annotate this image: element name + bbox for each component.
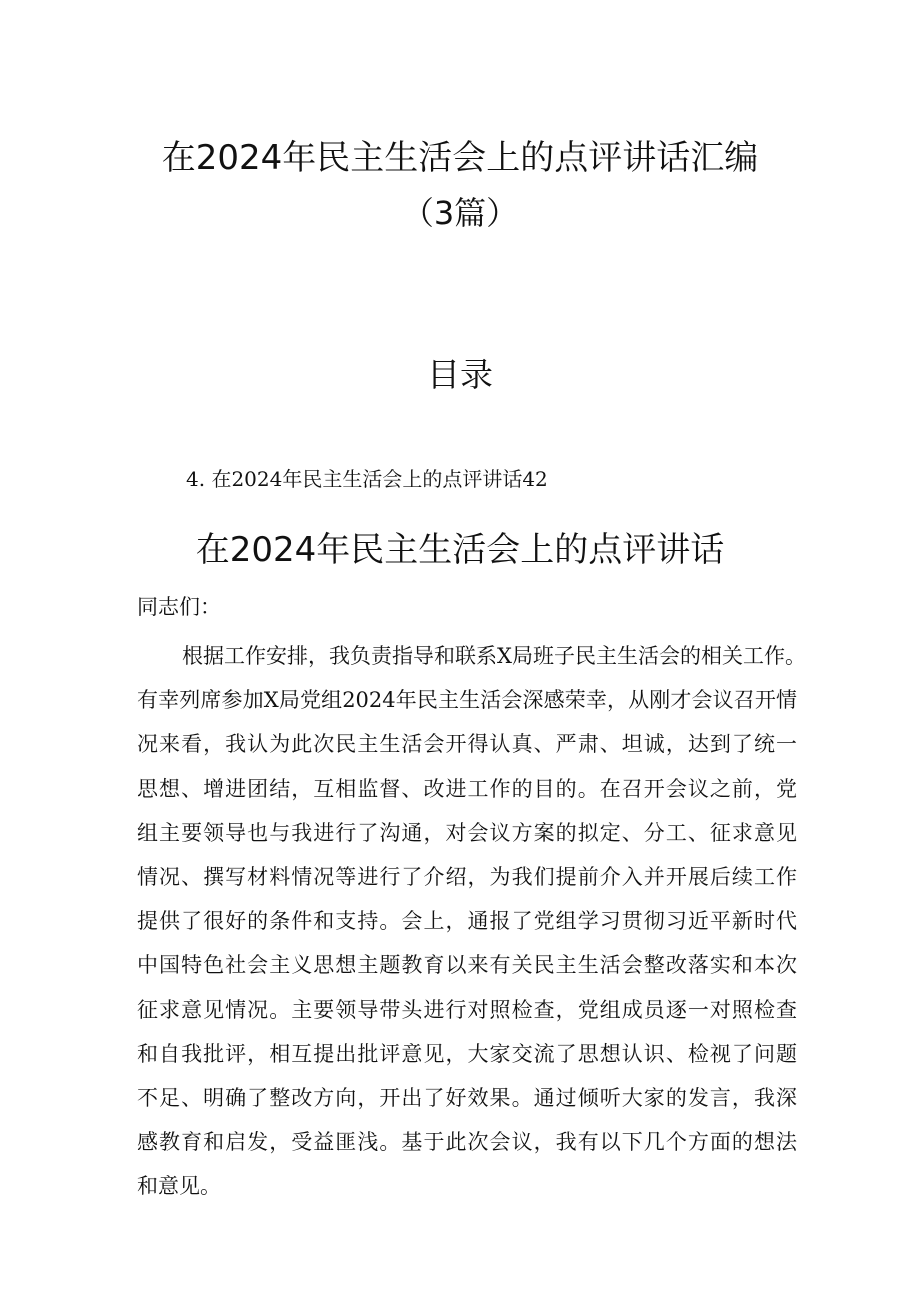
paragraph-line: 况来看，我认为此次民主生活会开得认真、严肃、坦诚，达到了统一 xyxy=(137,732,797,757)
speech-paragraph xyxy=(137,634,806,1208)
paragraph-line: 不足、明确了整改方向，开出了好效果。通过倾听大家的发言，我深 xyxy=(137,1085,797,1110)
toc-item[interactable]: 4. 在2024年民主生活会上的点评讲话42 xyxy=(186,467,548,491)
paragraph-line: 感教育和启发，受益匪浅。基于此次会议，我有以下几个方面的想法 xyxy=(137,1130,797,1155)
paragraph-line: 征求意见情况。主要领导带头进行对照检查，党组成员逐一对照检查 xyxy=(137,997,797,1022)
document-subtitle: （3篇） xyxy=(401,194,519,232)
paragraph-line: 根据工作安排，我负责指导和联系X局班子民主生活会的相关工作。 xyxy=(182,644,806,668)
paragraph-line: 情况、撰写材料情况等进行了介绍，为我们提前介入并开展后续工作 xyxy=(137,864,797,889)
speech-title: 在2024年民主生活会上的点评讲话 xyxy=(195,530,725,570)
paragraph-line: 组主要领导也与我进行了沟通，对会议方案的拟定、分工、征求意见 xyxy=(137,820,797,845)
paragraph-line: 提供了很好的条件和支持。会上，通报了党组学习贯彻习近平新时代 xyxy=(137,909,797,934)
paragraph-line: 和自我批评，相互提出批评意见，大家交流了思想认识、检视了问题 xyxy=(137,1041,797,1066)
document-title: 在2024年民主生活会上的点评讲话汇编 xyxy=(161,138,759,178)
paragraph-line: 思想、增进团结，互相监督、改进工作的目的。在召开会议之前，党 xyxy=(137,776,797,801)
paragraph-line: 有幸列席参加X局党组2024年民主生活会深感荣幸，从刚才会议召开情 xyxy=(137,688,797,713)
toc-heading: 目录 xyxy=(427,355,493,394)
speech-salutation: 同志们： xyxy=(137,595,221,619)
paragraph-line: 中国特色社会主义思想主题教育以来有关民主生活会整改落实和本次 xyxy=(137,953,797,978)
paragraph-line: 和意见。 xyxy=(137,1174,221,1199)
